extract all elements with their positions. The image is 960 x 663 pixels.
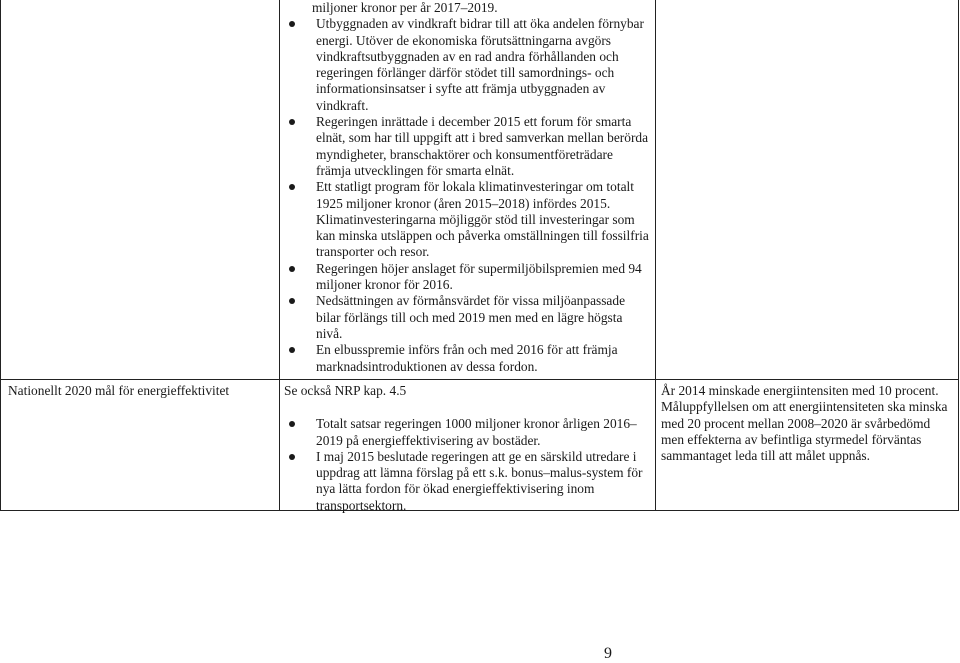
goal-label-cell — [8, 383, 276, 399]
row-divider — [0, 379, 959, 380]
list-item-line: Regeringen höjer anslaget för supermiljöbilspremien med 94 — [316, 260, 642, 276]
status-line: men effekterna av befintliga styrmedel förväntas — [661, 431, 922, 447]
list-item-line: transporter och resor. — [316, 244, 430, 260]
page-number: 9 — [604, 645, 612, 662]
table-border-right — [958, 0, 959, 511]
list-item-line: elnät, som har till uppgift att i bred samverkan mellan berörda — [316, 130, 649, 146]
list-item-line: 1925 miljoner kronor (åren 2015–2018) infördes 2015. — [316, 195, 611, 211]
list-item-line: Ett statligt program för lokala klimatinvesteringar om totalt — [316, 179, 634, 195]
list-item-line: myndigheter, branschaktörer och konsumentföreträdare — [316, 146, 613, 162]
measures-cell-top — [284, 0, 652, 375]
status-line: År 2014 minskade energiintensiten med 10 procent. — [661, 383, 939, 398]
list-item — [284, 342, 652, 375]
reference-text: Se också NRP kap. 4.5 — [284, 383, 407, 398]
status-cell — [661, 383, 956, 464]
list-item-line: uppdrag att lämna förslag på ett s.k. bonus–malus-system för — [316, 465, 643, 481]
bullet-icon — [289, 347, 295, 353]
bullet-icon — [289, 21, 295, 27]
list-item-line: En elbusspremie införs från och med 2016 för att främja — [316, 342, 618, 358]
list-item-line: informationsinsatser i syfte att främja utbyggnaden av — [316, 81, 606, 97]
list-item — [284, 16, 652, 114]
list-item-line: vindkraft. — [316, 97, 369, 113]
list-item-line: Nedsättningen av förmånsvärdet för vissa miljöanpassade — [316, 293, 626, 309]
bullet-icon — [289, 454, 295, 460]
status-line: Måluppfyllelsen om att energiintensiteten ska minska — [661, 399, 948, 415]
list-item-line: Klimatinvesteringarna möjliggör stöd till investeringar som — [316, 211, 635, 227]
list-item-line: regeringen förlänger därför stödet till samordnings- och — [316, 65, 615, 81]
continuation-text — [284, 0, 652, 16]
list-item-line: energi. Utöver de ekonomiska förutsättningarna avgörs — [316, 32, 612, 48]
bullet-icon — [289, 298, 295, 304]
list-item-line: transportsektorn. — [316, 497, 407, 513]
status-text — [661, 383, 956, 464]
status-line: med 20 procent mellan 2008–2020 är svårbedömd — [661, 415, 931, 431]
list-item-line: miljoner kronor för 2016. — [316, 277, 453, 293]
list-item-line: Totalt satsar regeringen 1000 miljoner kronor årligen 2016– — [316, 416, 637, 432]
bullet-icon — [289, 119, 295, 125]
list-item-line: nya lätta fordon för ökad energieffektivisering inom — [316, 481, 595, 497]
bullet-icon — [289, 266, 295, 272]
list-item — [284, 449, 652, 514]
list-item-line: nivå. — [316, 325, 343, 341]
list-item-line: 2019 på energieffektivisering av bostäder. — [316, 432, 541, 448]
list-item — [284, 416, 652, 449]
list-item-line: vindkraftsutbyggnaden av en rad andra förhållanden och — [316, 48, 619, 64]
list-item-line: Utbyggnaden av vindkraft bidrar till att öka andelen förnybar — [316, 16, 644, 32]
list-item-line: främja utvecklingen för smarta elnät. — [316, 162, 515, 178]
table-border-left — [0, 0, 1, 511]
status-line: sammantaget leda till att målet uppnås. — [661, 448, 870, 464]
list-item — [284, 114, 652, 179]
column-divider-2 — [655, 0, 656, 511]
list-item-line: bilar förlängs till och med 2019 men med en lägre högsta — [316, 309, 623, 325]
measures-list — [284, 16, 652, 375]
list-item-line: I maj 2015 beslutade regeringen att ge en särskild utredare i — [316, 448, 637, 464]
list-item-line: kan minska utsläppen och påverka omställningen till fossilfria — [316, 228, 649, 244]
list-item — [284, 261, 652, 294]
bullet-icon — [289, 184, 295, 190]
list-item-line: Regeringen inrättade i december 2015 ett forum för smarta — [316, 114, 632, 130]
list-item — [284, 179, 652, 260]
measures-cell-bottom — [284, 383, 652, 514]
continuation-line: miljoner kronor per år 2017–2019. — [312, 0, 498, 15]
list-item-line: marknadsintroduktionen av dessa fordon. — [316, 358, 538, 374]
list-item — [284, 293, 652, 342]
bullet-icon — [289, 421, 295, 427]
column-divider-1 — [279, 0, 280, 511]
measures-list-bottom — [284, 416, 652, 514]
goal-label: Nationellt 2020 mål för energieffektivitet — [8, 383, 230, 398]
